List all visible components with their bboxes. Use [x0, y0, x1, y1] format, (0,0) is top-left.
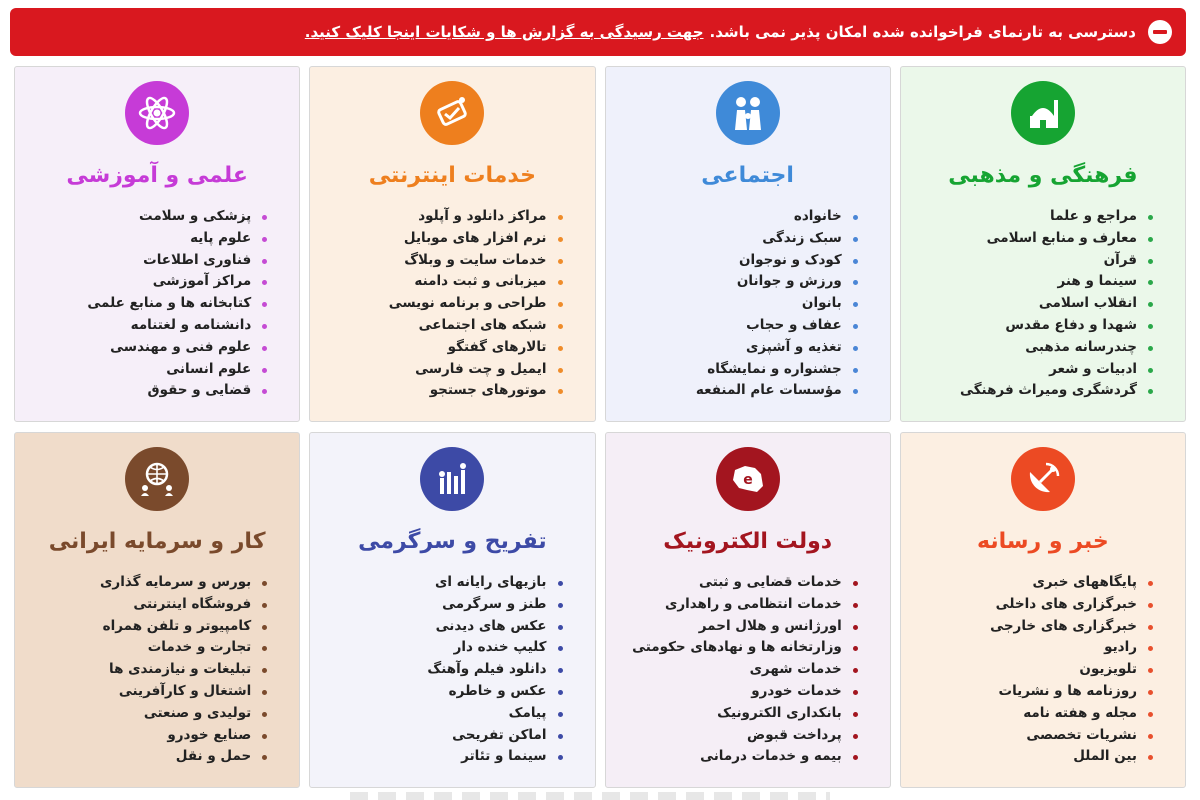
- alert-message: دسترسی به تارنمای فراخوانده شده امکان پذیر نمی باشد.: [709, 23, 1136, 41]
- category-title[interactable]: خبر و رسانه: [977, 529, 1109, 554]
- category-link[interactable]: دانشنامه و لغتنامه: [33, 315, 267, 337]
- category-link[interactable]: علوم پایه: [33, 228, 267, 250]
- category-link[interactable]: نشریات تخصصی: [919, 725, 1153, 747]
- category-link[interactable]: مراجع و علما: [919, 206, 1153, 228]
- category-link[interactable]: بازیهای رایانه ای: [328, 572, 562, 594]
- category-link[interactable]: مراکز آموزشی: [33, 271, 267, 293]
- category-link[interactable]: فروشگاه اینترنتی: [33, 594, 267, 616]
- category-title[interactable]: تفریح و سرگرمی: [358, 529, 547, 554]
- category-link[interactable]: بیمه و خدمات درمانی: [624, 746, 858, 768]
- category-link[interactable]: حمل و نقل: [33, 746, 267, 768]
- category-link[interactable]: اشتغال و کارآفرینی: [33, 681, 267, 703]
- category-card: [900, 432, 1186, 788]
- svg-text:e: e: [742, 472, 753, 488]
- category-list: [33, 572, 281, 768]
- category-card: [309, 66, 595, 422]
- category-link[interactable]: دانلود فیلم وآهنگ: [328, 659, 562, 681]
- category-link[interactable]: خبرگزاری های خارجی: [919, 616, 1153, 638]
- category-link[interactable]: روزنامه ها و نشریات: [919, 681, 1153, 703]
- category-title[interactable]: کار و سرمایه ایرانی: [48, 529, 266, 554]
- category-card: [605, 66, 891, 422]
- category-link[interactable]: پایگاههای خبری: [919, 572, 1153, 594]
- access-denied-alert: [10, 8, 1186, 56]
- minus-circle-icon: [1148, 20, 1172, 44]
- category-link[interactable]: کتابخانه ها و منابع علمی: [33, 293, 267, 315]
- category-link[interactable]: سینما و تئاتر: [328, 746, 562, 768]
- category-link[interactable]: ورزش و جوانان: [624, 271, 858, 293]
- category-card: [900, 66, 1186, 422]
- business-globe-icon[interactable]: [125, 447, 189, 511]
- category-grid: [14, 66, 1186, 788]
- category-title[interactable]: علمی و آموزشی: [66, 163, 248, 188]
- category-link[interactable]: خانواده: [624, 206, 858, 228]
- category-link[interactable]: کلیپ خنده دار: [328, 637, 562, 659]
- category-title[interactable]: فرهنگی و مذهبی: [948, 163, 1138, 188]
- category-link[interactable]: پزشکی و سلامت: [33, 206, 267, 228]
- category-list: [328, 206, 576, 402]
- category-link[interactable]: اورژانس و هلال احمر: [624, 616, 858, 638]
- category-link[interactable]: پیامک: [328, 703, 562, 725]
- satellite-dish-icon[interactable]: [1011, 447, 1075, 511]
- category-link[interactable]: وزارتخانه ها و نهادهای حکومتی: [624, 637, 858, 659]
- category-link[interactable]: مراکز دانلود و آپلود: [328, 206, 562, 228]
- category-list: [328, 572, 576, 768]
- category-link[interactable]: تلویزیون: [919, 659, 1153, 681]
- category-link[interactable]: انقلاب اسلامی: [919, 293, 1153, 315]
- category-link[interactable]: تولیدی و صنعتی: [33, 703, 267, 725]
- category-link[interactable]: خدمات خودرو: [624, 681, 858, 703]
- category-link[interactable]: فناوری اطلاعات: [33, 250, 267, 272]
- category-link[interactable]: شبکه های اجتماعی: [328, 315, 562, 337]
- category-link[interactable]: سبک زندگی: [624, 228, 858, 250]
- category-link[interactable]: پرداخت قبوض: [624, 725, 858, 747]
- category-link[interactable]: تالارهای گفتگو: [328, 337, 562, 359]
- category-link[interactable]: موتورهای جستجو: [328, 380, 562, 402]
- category-link[interactable]: بورس و سرمایه گذاری: [33, 572, 267, 594]
- category-link[interactable]: رادیو: [919, 637, 1153, 659]
- category-link[interactable]: نرم افزار های موبایل: [328, 228, 562, 250]
- category-link[interactable]: ادبیات و شعر: [919, 359, 1153, 381]
- family-icon[interactable]: [716, 81, 780, 145]
- category-link[interactable]: چندرسانه مذهبی: [919, 337, 1153, 359]
- category-link[interactable]: شهدا و دفاع مقدس: [919, 315, 1153, 337]
- category-link[interactable]: بین الملل: [919, 746, 1153, 768]
- category-link[interactable]: علوم انسانی: [33, 359, 267, 381]
- category-link[interactable]: خدمات قضایی و ثبتی: [624, 572, 858, 594]
- category-link[interactable]: قضایی و حقوق: [33, 380, 267, 402]
- internet-services-icon[interactable]: [420, 81, 484, 145]
- report-complaint-link[interactable]: جهت رسیدگی به گزارش ها و شکایات اینجا کلیک کنید.: [304, 23, 704, 41]
- category-link[interactable]: صنایع خودرو: [33, 725, 267, 747]
- category-link[interactable]: عکس و خاطره: [328, 681, 562, 703]
- category-link[interactable]: معارف و منابع اسلامی: [919, 228, 1153, 250]
- cut-off-footer-text: [350, 792, 830, 800]
- category-link[interactable]: کامپیوتر و تلفن همراه: [33, 616, 267, 638]
- category-link[interactable]: تغذیه و آشپزی: [624, 337, 858, 359]
- category-link[interactable]: کودک و نوجوان: [624, 250, 858, 272]
- category-title[interactable]: اجتماعی: [701, 163, 794, 188]
- category-link[interactable]: طنز و سرگرمی: [328, 594, 562, 616]
- category-link[interactable]: بانکداری الکترونیک: [624, 703, 858, 725]
- category-title[interactable]: دولت الکترونیک: [663, 529, 833, 554]
- category-link[interactable]: گردشگری ومیراث فرهنگی: [919, 380, 1153, 402]
- category-link[interactable]: اماکن تفریحی: [328, 725, 562, 747]
- category-card: [309, 432, 595, 788]
- category-list: [33, 206, 281, 402]
- category-link[interactable]: قرآن: [919, 250, 1153, 272]
- category-card: [14, 432, 300, 788]
- category-link[interactable]: مؤسسات عام المنفعه: [624, 380, 858, 402]
- category-list: [919, 206, 1167, 402]
- category-list: [624, 572, 872, 768]
- category-link[interactable]: تجارت و خدمات: [33, 637, 267, 659]
- category-link[interactable]: میزبانی و ثبت دامنه: [328, 271, 562, 293]
- category-link[interactable]: مجله و هفته نامه: [919, 703, 1153, 725]
- iran-map-icon[interactable]: [716, 447, 780, 511]
- category-link[interactable]: علوم فنی و مهندسی: [33, 337, 267, 359]
- category-link[interactable]: عفاف و حجاب: [624, 315, 858, 337]
- category-link[interactable]: سینما و هنر: [919, 271, 1153, 293]
- category-card: [605, 432, 891, 788]
- category-link[interactable]: خدمات شهری: [624, 659, 858, 681]
- category-list: [919, 572, 1167, 768]
- category-title[interactable]: خدمات اینترنتی: [368, 163, 536, 188]
- category-link[interactable]: خدمات سایت و وبلاگ: [328, 250, 562, 272]
- category-link[interactable]: تبلیغات و نیازمندی ها: [33, 659, 267, 681]
- category-link[interactable]: ایمیل و چت فارسی: [328, 359, 562, 381]
- category-card: [14, 66, 300, 422]
- category-link[interactable]: عکس های دیدنی: [328, 616, 562, 638]
- category-link[interactable]: طراحی و برنامه نویسی: [328, 293, 562, 315]
- entertainment-icon[interactable]: [420, 447, 484, 511]
- atom-icon[interactable]: [125, 81, 189, 145]
- mosque-icon[interactable]: [1011, 81, 1075, 145]
- category-link[interactable]: جشنواره و نمایشگاه: [624, 359, 858, 381]
- category-link[interactable]: خبرگزاری های داخلی: [919, 594, 1153, 616]
- category-link[interactable]: بانوان: [624, 293, 858, 315]
- category-link[interactable]: خدمات انتظامی و راهداری: [624, 594, 858, 616]
- category-list: [624, 206, 872, 402]
